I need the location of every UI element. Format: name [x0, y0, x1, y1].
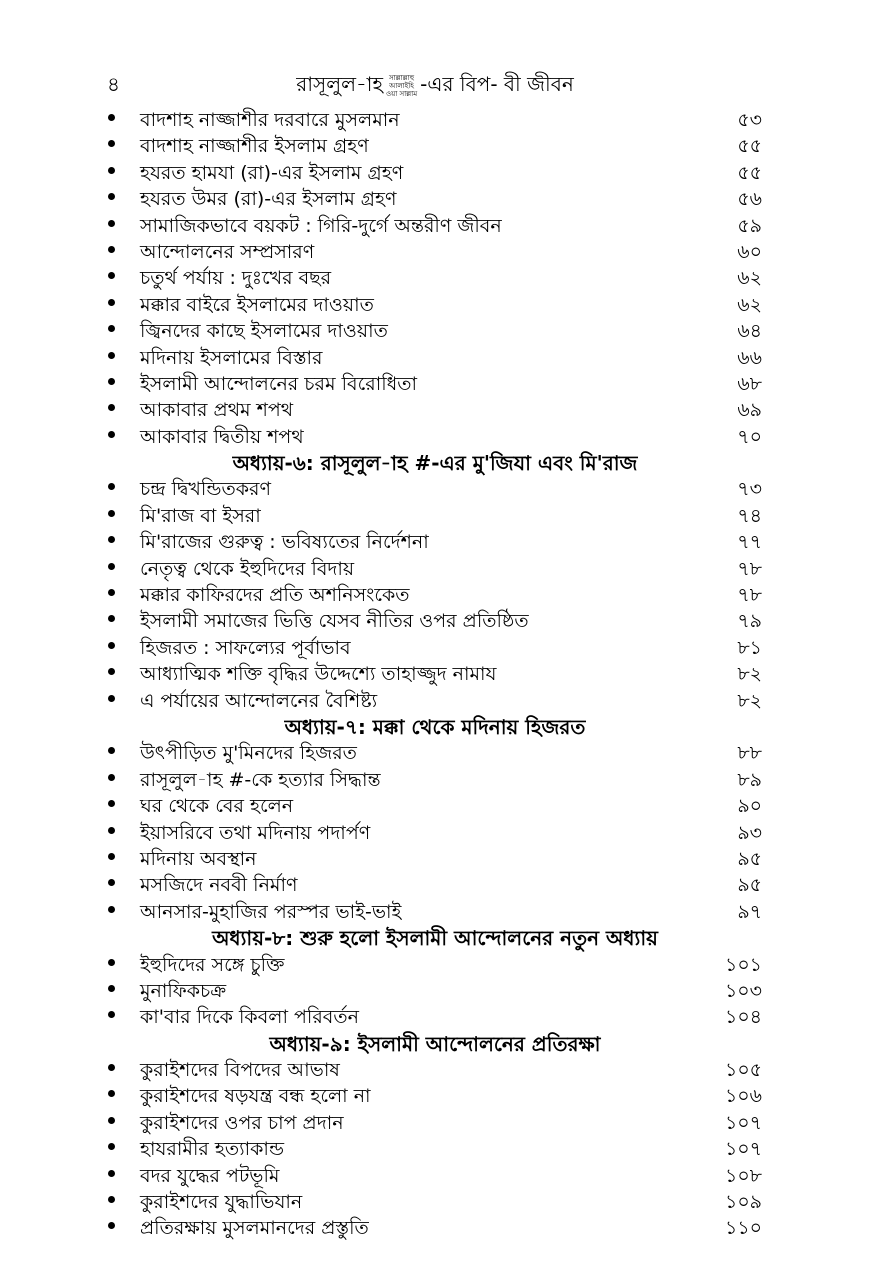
toc-entry-page: ১০৪: [724, 1006, 762, 1029]
bullet-icon: [108, 272, 115, 279]
chapter-heading: অধ্যায়-৮: শুরু হলো ইসলামী আন্দোলনের নতুন অধ্যায়: [212, 926, 658, 951]
toc-entry-page: ৮২: [737, 689, 762, 712]
bullet-icon: [108, 1143, 115, 1150]
bullet-icon: [108, 246, 115, 253]
bullet-icon: [108, 906, 115, 913]
toc-entry-title: আকাবার দ্বিতীয় শপথ: [140, 425, 304, 448]
toc-entry: [0, 240, 870, 266]
toc-entry: [0, 161, 870, 187]
toc-entry-title: চন্দ্র দ্বিখন্ডিতকরণ: [140, 478, 271, 501]
toc-entry-title: মুনাফিকচক্র: [140, 979, 227, 1002]
toc-entry-page: ৫৬: [737, 188, 762, 211]
bullet-icon: [108, 668, 115, 675]
toc-entry: [0, 319, 870, 345]
toc-entry-title: মদিনায় ইসলামের বিস্তার: [140, 346, 323, 369]
toc-entry: [0, 557, 870, 583]
bullet-icon: [108, 747, 115, 754]
bullet-icon: [108, 589, 115, 596]
toc-entry-page: ৫৩: [737, 109, 762, 131]
toc-entry-page: ৬৪: [737, 320, 762, 343]
toc-entry-title: ইসলামী আন্দোলনের চরম বিরোধিতা: [140, 372, 418, 395]
bullet-icon: [108, 563, 115, 570]
bullet-icon: [108, 827, 115, 834]
toc-entry-title: ইহুদিদের সঙ্গে চুক্তি: [140, 953, 285, 976]
toc-entry-page: ৫৯: [737, 214, 762, 237]
toc-entry-title: হিজরত : সাফল্যের পূর্বাভাব: [140, 636, 351, 659]
chapter-heading: অধ্যায়-৯: ইসলামী আন্দোলনের প্রতিরক্ষা: [269, 1031, 601, 1056]
toc-entry: [0, 372, 870, 398]
toc-entry-page: ১০১: [724, 953, 762, 976]
toc-entry: [0, 266, 870, 292]
toc-entry-page: ৭৩: [737, 478, 762, 501]
toc-entry-page: ১০৮: [724, 1164, 762, 1187]
toc-entry-page: ৭৭: [737, 531, 762, 554]
bullet-icon: [108, 1011, 115, 1018]
toc-entry-title: বদর যুদ্ধের পটভূমি: [140, 1164, 280, 1187]
toc-entry: [0, 425, 870, 451]
toc-entry-title: বাদশাহ নাজ্জাশীর ইসলাম গ্রহণ: [140, 135, 369, 158]
toc-entry-title: প্রতিরক্ষায় মুসলমানদের প্রস্তুতি: [140, 1217, 369, 1240]
toc-entry-title: নেতৃত্ব থেকে ইহুদিদের বিদায়: [140, 557, 355, 580]
toc-entry: [0, 953, 870, 979]
toc-entry: [0, 346, 870, 372]
toc-entry-title: আনসার-মুহাজির পরস্পর ভাই-ভাই: [140, 900, 402, 923]
bullet-icon: [108, 483, 115, 490]
toc-entry-page: ১০৫: [724, 1059, 762, 1082]
toc-entry-title: ইসলামী সমাজের ভিত্তি যেসব নীতির ওপর প্রতিষ্ঠিত: [140, 610, 529, 633]
toc-entry: [0, 134, 870, 160]
chapter-heading: অধ্যায়-৬: রাসূলুল-াহ #-এর মু'জিযা এবং মি'রাজ: [232, 451, 638, 476]
toc-entry: [0, 636, 870, 662]
bullet-icon: [108, 1170, 115, 1177]
toc-entry: [0, 609, 870, 635]
toc-entry-page: ৮৮: [737, 742, 762, 765]
bullet-icon: [108, 325, 115, 332]
toc-entry-title: আধ্যাত্মিক শক্তি বৃদ্ধির উদ্দেশ্যে তাহাজ্জুদ নামায: [140, 663, 497, 686]
bullet-icon: [108, 985, 115, 992]
toc-entry: [0, 1216, 870, 1242]
bullet-icon: [108, 193, 115, 200]
page-header: [0, 66, 870, 100]
bullet-icon: [108, 1117, 115, 1124]
toc-entry: [0, 1058, 870, 1084]
toc-entry: [0, 583, 870, 609]
toc-entry: [0, 741, 870, 767]
toc-entry-title: চতুর্থ পর্যায় : দুঃখের বছর: [140, 267, 332, 290]
toc-entry-title: উৎপীড়িত মু'মিনদের হিজরত: [140, 742, 357, 765]
bullet-icon: [108, 1064, 115, 1071]
toc-entry-title: আকাবার প্রথম শপথ: [140, 399, 294, 422]
toc-entry-title: কুরাইশদের যুদ্ধাভিযান: [140, 1191, 303, 1214]
bullet-icon: [108, 536, 115, 543]
toc-entry-page: ৬৯: [737, 399, 762, 422]
toc-entry-title: মদিনায় অবস্থান: [140, 847, 257, 870]
salawat-ligature: সাল্লাল্লাহু আলাইহি ওয়া সাল্লাম: [386, 73, 418, 98]
toc-entry-page: ৭৪: [737, 504, 762, 527]
toc-entry-page: ৭৯: [737, 610, 762, 633]
toc-entry: [0, 689, 870, 715]
bullet-icon: [108, 879, 115, 886]
chapter-heading: অধ্যায়-৭: মক্কা থেকে মদিনায় হিজরত: [284, 714, 586, 739]
toc-entry-page: ১০৯: [724, 1191, 762, 1214]
toc-entry-title: মক্কার বাইরে ইসলামের দাওয়াত: [140, 293, 374, 316]
toc-entry-page: ৮২: [737, 663, 762, 686]
toc-entry-title: কুরাইশদের বিপদের আভাষ: [140, 1059, 340, 1082]
toc-entry-title: সামাজিকভাবে বয়কট : গিরি-দুর্গে অন্তরীণ জীবন: [140, 214, 502, 237]
toc-entry: [0, 847, 870, 873]
toc-entry: [0, 662, 870, 688]
toc-entry-page: ৭৮: [737, 584, 762, 607]
toc-entry-title: মি'রাজ বা ইসরা: [140, 504, 261, 527]
bullet-icon: [108, 510, 115, 517]
bullet-icon: [108, 1090, 115, 1097]
toc-entry-page: ৭৮: [737, 557, 762, 580]
toc-entry: [0, 504, 870, 530]
toc-entry-page: ৭০: [737, 425, 762, 448]
toc-entry-page: ১১০: [724, 1217, 762, 1240]
toc-entry-page: ৯৭: [737, 900, 762, 923]
toc-entry: [0, 821, 870, 847]
toc-entry-title: হযরত হামযা (রা)-এর ইসলাম গ্রহণ: [140, 161, 404, 184]
toc-entry: [0, 108, 870, 134]
bullet-icon: [108, 140, 115, 147]
toc-entry-page: ৬২: [737, 293, 762, 316]
toc-entry-page: ১০৭: [724, 1111, 762, 1134]
toc-entry: [0, 900, 870, 926]
bullet-icon: [108, 167, 115, 174]
toc-entry-page: ৯০: [737, 795, 762, 818]
toc-entry-title: জ্বিনদের কাছে ইসলামের দাওয়াত: [140, 320, 388, 343]
bullet-icon: [108, 378, 115, 385]
toc-entry: [0, 873, 870, 899]
toc-entry: [0, 214, 870, 240]
toc-entry-title: মি'রাজের গুরুত্ব : ভবিষ্যতের নির্দেশনা: [140, 531, 429, 554]
toc-entry-page: ৯৩: [737, 821, 762, 844]
toc-entry: [0, 477, 870, 503]
toc-entry: [0, 979, 870, 1005]
toc-entry-title: মক্কার কাফিরদের প্রতি অশনিসংকেত: [140, 584, 410, 607]
toc-entry: [0, 398, 870, 424]
toc-entry-title: কুরাইশদের ষড়যন্ত্র বন্ধ হলো না: [140, 1085, 371, 1108]
bullet-icon: [108, 959, 115, 966]
toc-entry: [0, 768, 870, 794]
bullet-icon: [108, 404, 115, 411]
bullet-icon: [108, 774, 115, 781]
toc-entry-title: এ পর্যায়ের আন্দোলনের বৈশিষ্ট্য: [140, 689, 378, 712]
toc-entry-page: ৬০: [737, 240, 762, 263]
toc-entry-title: ঘর থেকে বের হলেন: [140, 795, 294, 818]
toc-entry-title: আন্দোলনের সম্প্রসারণ: [140, 240, 315, 263]
toc-entry-page: ৫৫: [737, 161, 762, 184]
toc-entry-title: বাদশাহ নাজ্জাশীর দরবারে মুসলমান: [140, 109, 400, 131]
toc-entry-page: ৬৬: [737, 346, 762, 369]
toc-entry: [0, 1137, 870, 1163]
bullet-icon: [108, 299, 115, 306]
bullet-icon: [108, 615, 115, 622]
toc-entry: [0, 794, 870, 820]
toc-entry: [0, 1190, 870, 1216]
toc-entry-page: ১০৬: [724, 1085, 762, 1108]
toc-entry-page: ৬২: [737, 267, 762, 290]
bullet-icon: [108, 431, 115, 438]
page-number: ৪: [107, 72, 120, 96]
toc-entry-page: ৬৮: [737, 372, 762, 395]
bullet-icon: [108, 800, 115, 807]
bullet-icon: [108, 1196, 115, 1203]
toc-entry-page: ৯৫: [737, 847, 762, 870]
toc-entry: [0, 1164, 870, 1190]
toc-entry-page: ৮৯: [737, 768, 762, 791]
toc-entry: [0, 1084, 870, 1110]
toc-entry: [0, 1005, 870, 1031]
toc-entry-page: ১০৭: [724, 1138, 762, 1161]
toc-entry: [0, 293, 870, 319]
toc-entry-page: ৫৫: [737, 135, 762, 158]
toc-entry-title: কুরাইশদের ওপর চাপ প্রদান: [140, 1111, 344, 1134]
bullet-icon: [108, 642, 115, 649]
bullet-icon: [108, 1222, 115, 1229]
running-title: [0, 70, 870, 103]
running-title-end: -এর বিপ- বী জীবন: [420, 72, 574, 96]
toc-entry-page: ৮১: [737, 636, 762, 659]
bullet-icon: [108, 695, 115, 702]
toc-entry-title: ইয়াসরিবে তথা মদিনায় পদার্পণ: [140, 821, 371, 844]
toc-entry: [0, 1111, 870, 1137]
bullet-icon: [108, 853, 115, 860]
toc-entry: [0, 530, 870, 556]
toc-entry-page: ১০৩: [724, 979, 762, 1002]
toc-entry-title: কা'বার দিকে কিবলা পরিবর্তন: [140, 1006, 359, 1029]
toc-entry-title: হযরত উমর (রা)-এর ইসলাম গ্রহণ: [140, 188, 397, 211]
running-title-start: রাসূলুল-াহ: [296, 72, 383, 96]
toc-entry: [0, 187, 870, 213]
toc-entry-title: হাযরামীর হত্যাকান্ড: [140, 1138, 285, 1161]
toc-entry-page: ৯৫: [737, 874, 762, 897]
toc-entry-title: মসজিদে নববী নির্মাণ: [140, 874, 298, 897]
bullet-icon: [108, 220, 115, 227]
bullet-icon: [108, 114, 115, 121]
bullet-icon: [108, 352, 115, 359]
toc-entry-title: রাসূলুল-াহ #-কে হত্যার সিদ্ধান্ত: [140, 768, 381, 791]
table-of-contents: [0, 108, 870, 1243]
